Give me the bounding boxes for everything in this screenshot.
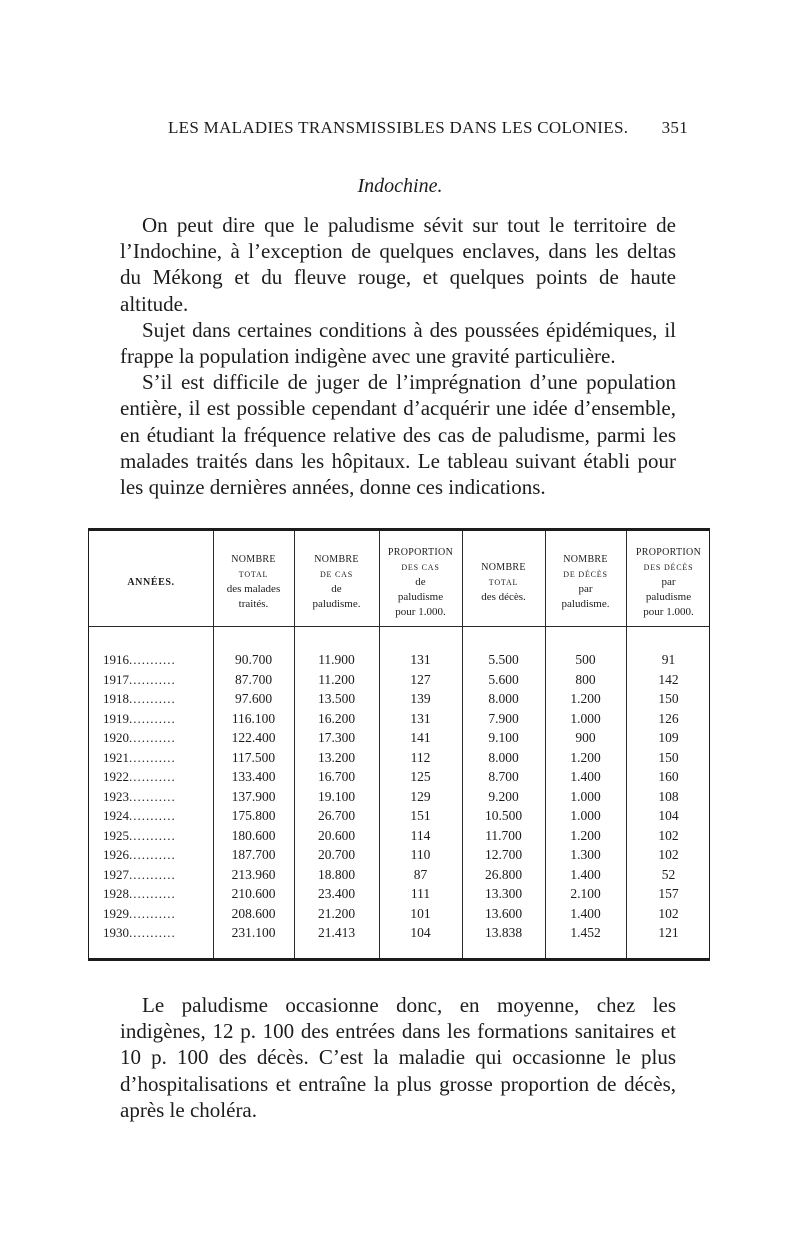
running-head (168, 118, 688, 138)
cell-cas: 18.800 (317, 866, 356, 882)
leader-dots: ........... (129, 905, 176, 921)
cell-prop-cas: 104 (410, 925, 431, 940)
table-row (89, 905, 709, 923)
outro-paragraph: Le paludisme occasionne donc, en moyenne, chez les indigènes, 12 p. 100 des entrées dans les formations sanitaires et 10 p. 100 des décès. C’est la maladie qui occasionne le plus d’hospitalisations et entraîne la plus grosse proportion de décès, après le choléra. (120, 993, 676, 1122)
table-row (89, 768, 709, 786)
cell-prop-deces: 160 (658, 769, 679, 784)
header-line: des malades (226, 583, 281, 595)
header-cas-paludisme (294, 539, 379, 625)
header-line: par (578, 583, 593, 595)
cell-prop-cas: 151 (410, 808, 431, 823)
leader-dots: ........... (129, 749, 176, 765)
cell-prop-cas: 110 (410, 847, 431, 862)
leader-dots: ........... (129, 886, 176, 901)
header-line: des décès. (481, 590, 526, 603)
section-title: Indochine. (357, 175, 443, 197)
cell-prop-cas: 141 (410, 730, 431, 745)
cell-deces-palu: 500 (575, 652, 596, 667)
leader-dots: ........... (129, 769, 176, 784)
cell-total: 97.600 (234, 691, 273, 706)
header-total-deces (462, 539, 545, 625)
cell-prop-deces: 150 (658, 691, 679, 706)
header-line: NOMBRE (314, 554, 359, 565)
year-value: 1922 (103, 769, 129, 784)
header-line: de (415, 575, 426, 588)
cell-total: 210.600 (231, 886, 276, 901)
header-line: PROPORTION (635, 546, 702, 558)
header-line: DE DÉCÈS (563, 570, 608, 579)
table-row (89, 749, 709, 767)
table-row (89, 827, 709, 845)
cell-cas: 16.700 (317, 769, 356, 784)
cell-deces-palu: 900 (575, 730, 596, 745)
table-row (89, 866, 709, 884)
year-cell (103, 749, 176, 767)
leader-dots: ........... (129, 788, 176, 804)
year-cell (103, 924, 176, 942)
leader-dots: ........... (129, 691, 176, 706)
header-line: pour 1.000. (643, 605, 694, 618)
table-row (89, 924, 709, 942)
year-value: 1916 (103, 652, 129, 667)
cell-total: 87.700 (234, 671, 273, 687)
year-cell (103, 651, 176, 669)
year-value: 1921 (103, 749, 129, 765)
year-cell (103, 768, 176, 786)
cell-total: 187.700 (231, 847, 276, 862)
header-line: paludisme (397, 590, 444, 603)
cell-prop-deces: 150 (658, 749, 679, 765)
year-value: 1923 (103, 788, 129, 804)
table-row (89, 710, 709, 728)
cell-deces-palu: 1.400 (570, 905, 601, 921)
cell-deces: 5.600 (488, 671, 519, 687)
cell-prop-cas: 139 (410, 691, 431, 706)
table-row (89, 671, 709, 689)
header-line: de (331, 583, 342, 595)
cell-prop-cas: 131 (410, 710, 431, 726)
header-line: paludisme (645, 590, 692, 603)
leader-dots: ........... (129, 730, 176, 745)
intro-paragraph: S’il est difficile de juger de l’imprégnation d’une population entière, il est possible cependant d’acquérir une idée d’ensemble, en étudiant la fréquence relative des cas de paludisme, parmi les malades traités dans les hôpitaux. Le tableau suivant établi pour les quinze dernières années, donne ces indications. (120, 370, 676, 500)
header-line: NOMBRE (481, 561, 526, 573)
year-value: 1924 (103, 808, 129, 823)
cell-total: 90.700 (234, 652, 273, 667)
cell-total: 116.100 (231, 710, 276, 726)
year-cell (103, 827, 176, 845)
cell-cas: 23.400 (317, 886, 356, 901)
malaria-table (88, 528, 710, 961)
year-value: 1927 (103, 866, 129, 882)
year-value: 1925 (103, 827, 129, 843)
cell-cas: 21.200 (317, 905, 356, 921)
year-cell (103, 807, 176, 825)
cell-deces: 13.300 (484, 886, 523, 901)
cell-prop-deces: 102 (658, 847, 679, 862)
cell-prop-deces: 104 (658, 808, 679, 823)
year-cell (103, 885, 176, 903)
cell-prop-deces: 102 (658, 905, 679, 921)
year-value: 1919 (103, 710, 129, 726)
cell-deces: 11.700 (485, 827, 522, 843)
page-number: 351 (661, 118, 688, 137)
header-total-malades (213, 539, 294, 625)
cell-deces: 8.000 (488, 749, 519, 765)
cell-deces-palu: 1.400 (570, 866, 601, 882)
cell-deces-palu: 2.100 (570, 886, 601, 901)
cell-prop-cas: 112 (410, 749, 431, 765)
cell-total: 137.900 (231, 788, 276, 804)
cell-total: 175.800 (231, 808, 276, 823)
leader-dots: ........... (129, 827, 176, 843)
header-proportion-cas (379, 539, 462, 625)
header-annees (89, 539, 213, 625)
outro-text (120, 992, 676, 1123)
cell-prop-cas: 127 (410, 671, 431, 687)
leader-dots: ........... (129, 847, 176, 862)
year-value: 1929 (103, 905, 129, 921)
cell-total: 122.400 (231, 730, 276, 745)
year-value: 1928 (103, 886, 129, 901)
cell-deces: 8.000 (488, 691, 519, 706)
cell-deces-palu: 1.300 (570, 847, 601, 862)
table-row (89, 846, 709, 864)
year-cell (103, 729, 176, 747)
table-row (89, 788, 709, 806)
cell-total: 117.500 (231, 749, 276, 765)
cell-total: 208.600 (231, 905, 276, 921)
year-value: 1917 (103, 671, 129, 687)
header-line: par (661, 575, 676, 588)
leader-dots: ........... (129, 671, 176, 687)
cell-prop-deces: 142 (658, 671, 679, 687)
header-line: NOMBRE (231, 554, 276, 565)
table-row (89, 729, 709, 747)
intro-text (120, 212, 676, 500)
cell-total: 180.600 (231, 827, 276, 843)
intro-paragraph: Sujet dans certaines conditions à des poussées épidémiques, il frappe la population indigène avec une gravité particulière. (120, 317, 676, 369)
cell-cas: 13.500 (317, 691, 356, 706)
cell-cas: 11.900 (318, 652, 355, 667)
cell-deces: 9.200 (488, 788, 519, 804)
cell-cas: 17.300 (317, 730, 356, 745)
cell-cas: 16.200 (317, 710, 356, 726)
cell-deces-palu: 1.200 (570, 691, 601, 706)
header-line: ANNÉES. (127, 576, 175, 588)
header-line: paludisme. (312, 598, 361, 610)
cell-deces: 5.500 (488, 652, 519, 667)
cell-deces-palu: 1.000 (570, 808, 601, 823)
year-value: 1930 (103, 925, 129, 940)
cell-deces: 13.838 (484, 925, 523, 940)
cell-prop-deces: 157 (658, 886, 679, 901)
table-row (89, 651, 709, 669)
header-line: TOTAL (488, 577, 519, 587)
cell-cas: 19.100 (317, 788, 356, 804)
header-proportion-deces (626, 539, 711, 625)
year-cell (103, 788, 176, 806)
cell-deces: 7.900 (488, 710, 519, 726)
cell-prop-cas: 114 (410, 827, 431, 843)
cell-total: 231.100 (231, 925, 276, 940)
header-line: NOMBRE (563, 554, 608, 565)
cell-cas: 21.413 (317, 925, 356, 940)
cell-deces-palu: 800 (575, 671, 596, 687)
cell-prop-deces: 52 (661, 866, 676, 882)
cell-deces: 9.100 (488, 730, 519, 745)
table-row (89, 690, 709, 708)
year-value: 1920 (103, 730, 129, 745)
year-cell (103, 866, 176, 884)
table-body (89, 531, 709, 958)
header-line: traités. (238, 598, 269, 610)
cell-deces: 12.700 (484, 847, 523, 862)
header-line: DES CAS (401, 562, 440, 572)
cell-prop-deces: 121 (658, 925, 679, 940)
cell-deces: 13.600 (484, 905, 523, 921)
cell-prop-cas: 111 (410, 886, 431, 901)
cell-prop-cas: 129 (410, 788, 431, 804)
year-cell (103, 905, 176, 923)
leader-dots: ........... (129, 925, 176, 940)
header-line: TOTAL (238, 570, 269, 579)
cell-total: 213.960 (231, 866, 276, 882)
cell-deces: 10.500 (484, 808, 523, 823)
cell-deces-palu: 1.400 (570, 769, 601, 784)
leader-dots: ........... (129, 652, 176, 667)
cell-cas: 13.200 (317, 749, 356, 765)
cell-prop-cas: 131 (410, 652, 431, 667)
cell-deces-palu: 1.200 (570, 827, 601, 843)
cell-prop-deces: 91 (661, 652, 676, 667)
table-row (89, 885, 709, 903)
year-cell (103, 846, 176, 864)
year-value: 1926 (103, 847, 129, 862)
header-rule (89, 626, 709, 627)
year-value: 1918 (103, 691, 129, 706)
header-line: pour 1.000. (395, 605, 446, 618)
year-cell (103, 690, 176, 708)
year-cell (103, 671, 176, 689)
cell-total: 133.400 (231, 769, 276, 784)
leader-dots: ........... (129, 808, 176, 823)
cell-prop-deces: 109 (658, 730, 679, 745)
header-line: DES DÉCÈS (643, 562, 694, 572)
cell-cas: 20.600 (317, 827, 356, 843)
cell-prop-deces: 102 (658, 827, 679, 843)
cell-deces-palu: 1.200 (570, 749, 601, 765)
cell-deces-palu: 1.000 (570, 788, 601, 804)
header-deces-paludisme (545, 539, 626, 625)
running-head-title: LES MALADIES TRANSMISSIBLES DANS LES COLONIES. (168, 118, 629, 137)
leader-dots: ........... (129, 866, 176, 882)
cell-prop-cas: 101 (410, 905, 431, 921)
header-line: DE CAS (319, 570, 354, 579)
cell-prop-deces: 126 (658, 710, 679, 726)
cell-deces: 26.800 (484, 866, 523, 882)
intro-paragraph: On peut dire que le paludisme sévit sur tout le territoire de l’Indochine, à l’exception de quelques enclaves, dans les deltas du Mékong et du fleuve rouge, et quelques points de haute altitude. (120, 213, 676, 316)
header-line: PROPORTION (387, 546, 454, 558)
year-cell (103, 710, 176, 728)
cell-cas: 11.200 (318, 671, 355, 687)
cell-deces-palu: 1.000 (570, 710, 601, 726)
cell-deces: 8.700 (488, 769, 519, 784)
cell-prop-cas: 87 (413, 866, 428, 882)
header-line: paludisme. (561, 598, 610, 610)
cell-cas: 26.700 (317, 808, 356, 823)
cell-cas: 20.700 (317, 847, 356, 862)
cell-deces-palu: 1.452 (570, 925, 601, 940)
table-row (89, 807, 709, 825)
leader-dots: ........... (129, 710, 176, 726)
cell-prop-deces: 108 (658, 788, 679, 804)
cell-prop-cas: 125 (410, 769, 431, 784)
